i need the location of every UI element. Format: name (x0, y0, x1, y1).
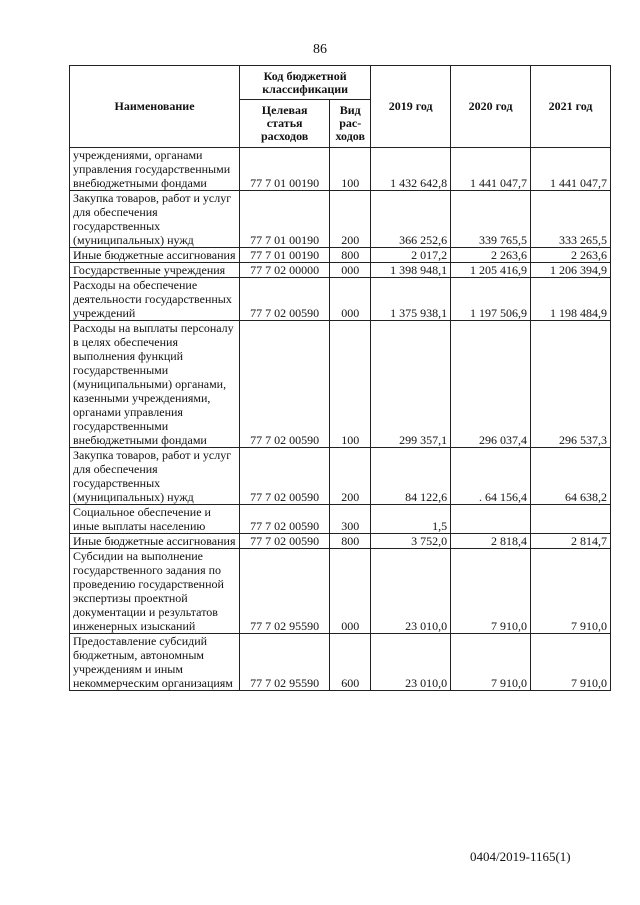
row-value-2020: 7 910,0 (451, 549, 531, 634)
row-value-2020: 296 037,4 (451, 321, 531, 448)
row-expense-type: 000 (330, 263, 371, 278)
row-code: 77 7 02 00590 (240, 505, 330, 534)
row-name: Закупка товаров, работ и услуг для обеспечения государственных (муниципальных) нужд (70, 191, 240, 248)
row-code: 77 7 01 00190 (240, 191, 330, 248)
header-target-article: Целевая статья расходов (240, 100, 330, 148)
row-code: 77 7 01 00190 (240, 148, 330, 191)
document-reference: 0404/2019-1165(1) (470, 849, 571, 864)
header-2019: 2019 год (371, 66, 451, 148)
row-name: Расходы на обеспечение деятельности государственных учреждений (70, 278, 240, 321)
row-code: 77 7 02 00590 (240, 534, 330, 549)
row-value-2019: 84 122,6 (371, 448, 451, 505)
row-name: Государственные учреждения (70, 263, 240, 278)
row-value-2020: 1 197 506,9 (451, 278, 531, 321)
row-value-2019: 366 252,6 (371, 191, 451, 248)
row-value-2020: . 64 156,4 (451, 448, 531, 505)
row-expense-type: 000 (330, 549, 371, 634)
row-code: 77 7 02 00000 (240, 263, 330, 278)
row-value-2021: 1 441 047,7 (531, 148, 611, 191)
table-header (70, 66, 611, 148)
row-value-2019: 1,5 (371, 505, 451, 534)
row-name: Социальное обеспечение и иные выплаты населению (70, 505, 240, 534)
table-row (70, 549, 611, 634)
row-value-2021 (531, 505, 611, 534)
row-name: учреждениями, органами управления государственными внебюджетными фондами (70, 148, 240, 191)
row-value-2019: 23 010,0 (371, 549, 451, 634)
table-row (70, 321, 611, 448)
row-value-2019: 1 432 642,8 (371, 148, 451, 191)
table-row (70, 248, 611, 263)
table-row (70, 278, 611, 321)
row-value-2021: 333 265,5 (531, 191, 611, 248)
row-name: Иные бюджетные ассигнования (70, 248, 240, 263)
row-expense-type: 000 (330, 278, 371, 321)
row-expense-type: 800 (330, 248, 371, 263)
row-value-2021: 2 263,6 (531, 248, 611, 263)
table-row (70, 534, 611, 549)
header-name: Наименование (70, 66, 240, 148)
row-expense-type: 300 (330, 505, 371, 534)
row-value-2020: 7 910,0 (451, 634, 531, 691)
row-value-2019: 299 357,1 (371, 321, 451, 448)
row-value-2019: 1 375 938,1 (371, 278, 451, 321)
row-name: Иные бюджетные ассигнования (70, 534, 240, 549)
row-value-2019: 3 752,0 (371, 534, 451, 549)
row-value-2020: 1 205 416,9 (451, 263, 531, 278)
row-value-2020: 2 818,4 (451, 534, 531, 549)
row-value-2021: 296 537,3 (531, 321, 611, 448)
row-value-2021: 2 814,7 (531, 534, 611, 549)
row-value-2020 (451, 505, 531, 534)
row-code: 77 7 02 95590 (240, 634, 330, 691)
row-expense-type: 200 (330, 448, 371, 505)
table-row (70, 263, 611, 278)
table-row (70, 505, 611, 534)
row-value-2021: 1 206 394,9 (531, 263, 611, 278)
row-name: Расходы на выплаты персоналу в целях обеспечения выполнения функций государственными (муниципальными) органами, казенными учреждениями, органами управления государственными внебюджетными фондами (70, 321, 240, 448)
page-number: 86 (313, 42, 327, 57)
header-2021: 2021 год (531, 66, 611, 148)
row-value-2021: 7 910,0 (531, 634, 611, 691)
row-code: 77 7 02 00590 (240, 321, 330, 448)
header-expense-type: Вид рас-ходов (330, 100, 371, 148)
row-expense-type: 600 (330, 634, 371, 691)
row-value-2020: 2 263,6 (451, 248, 531, 263)
header-2020: 2020 год (451, 66, 531, 148)
row-value-2021: 1 198 484,9 (531, 278, 611, 321)
table-row (70, 191, 611, 248)
row-value-2021: 7 910,0 (531, 549, 611, 634)
table-row (70, 448, 611, 505)
row-code: 77 7 02 95590 (240, 549, 330, 634)
table-row (70, 148, 611, 191)
row-name: Закупка товаров, работ и услуг для обеспечения государственных (муниципальных) нужд (70, 448, 240, 505)
budget-table (69, 65, 611, 691)
row-name: Предоставление субсидий бюджетным, автономным учреждениям и иным некоммерческим организациям (70, 634, 240, 691)
row-code: 77 7 02 00590 (240, 278, 330, 321)
row-expense-type: 100 (330, 321, 371, 448)
row-value-2019: 1 398 948,1 (371, 263, 451, 278)
row-value-2019: 23 010,0 (371, 634, 451, 691)
row-expense-type: 100 (330, 148, 371, 191)
row-code: 77 7 02 00590 (240, 448, 330, 505)
row-value-2019: 2 017,2 (371, 248, 451, 263)
table-row (70, 634, 611, 691)
header-code-group: Код бюджетной классификации (240, 66, 371, 100)
row-expense-type: 800 (330, 534, 371, 549)
row-code: 77 7 01 00190 (240, 248, 330, 263)
row-value-2020: 1 441 047,7 (451, 148, 531, 191)
row-value-2020: 339 765,5 (451, 191, 531, 248)
row-expense-type: 200 (330, 191, 371, 248)
table-body (70, 148, 611, 691)
row-name: Субсидии на выполнение государственного задания по проведению государственной экспертизы проектной документации и результатов инженерных изысканий (70, 549, 240, 634)
row-value-2021: 64 638,2 (531, 448, 611, 505)
